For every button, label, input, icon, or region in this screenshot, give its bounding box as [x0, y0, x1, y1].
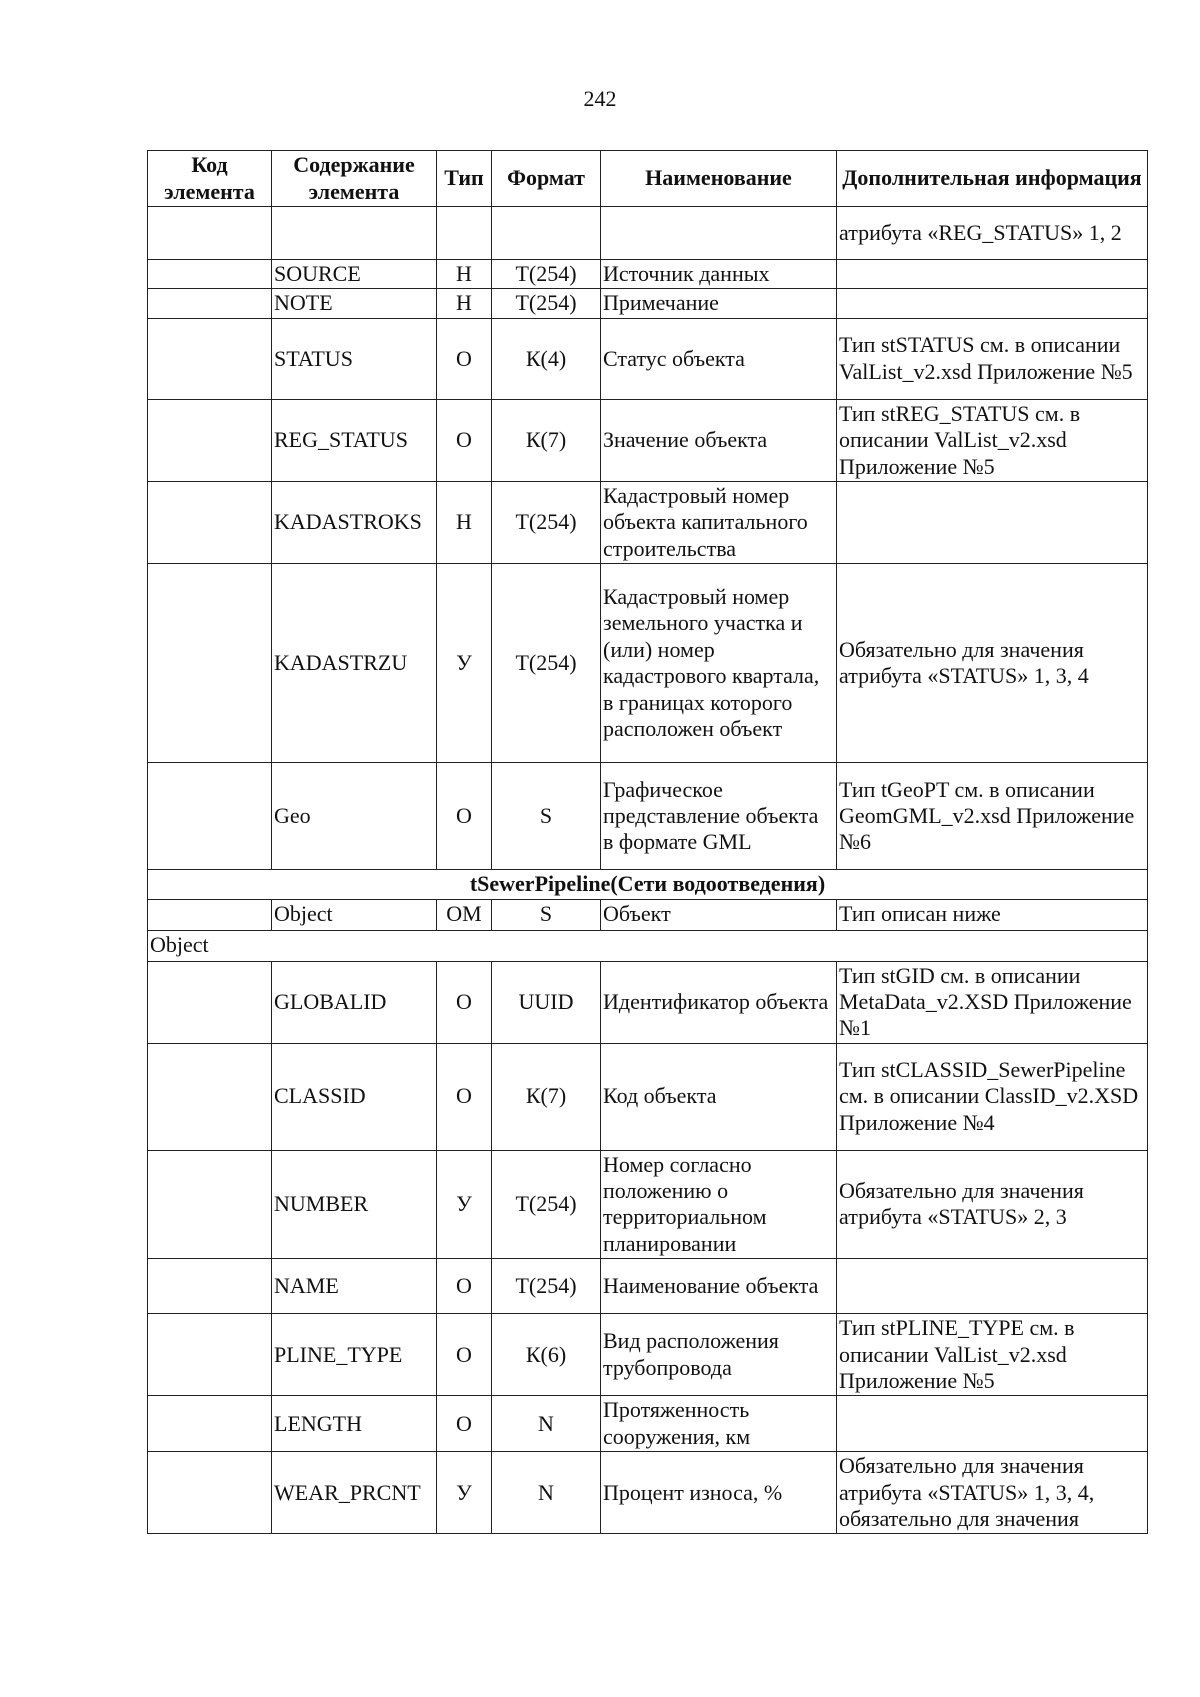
- cell-format: К(7): [492, 1043, 601, 1150]
- cell-format: К(6): [492, 1314, 601, 1396]
- cell-extra: Тип tGeoPT см. в описании GeomGML_v2.xsd Приложение №6: [837, 763, 1148, 870]
- cell-content: SOURCE: [272, 260, 437, 289]
- cell-code: [148, 481, 272, 563]
- object-label: Object: [148, 930, 1148, 961]
- table-row: [148, 1452, 1148, 1534]
- table-row: [148, 1259, 1148, 1314]
- table-row: [148, 289, 1148, 318]
- cell-extra: [837, 1259, 1148, 1314]
- cell-format: S: [492, 763, 601, 870]
- cell-code: [148, 899, 272, 930]
- cell-name: Примечание: [601, 289, 837, 318]
- cell-content: NOTE: [272, 289, 437, 318]
- cell-format: Т(254): [492, 1259, 601, 1314]
- cell-type: [437, 207, 492, 260]
- cell-code: [148, 318, 272, 399]
- cell-format: Т(254): [492, 289, 601, 318]
- table-row: [148, 481, 1148, 563]
- cell-code: [148, 564, 272, 763]
- table-row: [148, 399, 1148, 481]
- cell-format: Т(254): [492, 481, 601, 563]
- cell-code: [148, 1150, 272, 1259]
- object-label-row: [148, 930, 1148, 961]
- cell-content: STATUS: [272, 318, 437, 399]
- cell-name: Наименование объекта: [601, 1259, 837, 1314]
- cell-format: N: [492, 1396, 601, 1452]
- cell-type: У: [437, 1452, 492, 1534]
- cell-content: KADASTRZU: [272, 564, 437, 763]
- cell-type: У: [437, 564, 492, 763]
- table-row: [148, 207, 1148, 260]
- cell-format: N: [492, 1452, 601, 1534]
- cell-content: NAME: [272, 1259, 437, 1314]
- cell-code: [148, 1043, 272, 1150]
- cell-format: К(4): [492, 318, 601, 399]
- table-row: [148, 1043, 1148, 1150]
- cell-name: Объект: [601, 899, 837, 930]
- cell-name: Кадастровый номер земельного участка и (или) номер кадастрового квартала, в границах которого расположен объект: [601, 564, 837, 763]
- cell-extra: Тип описан ниже: [837, 899, 1148, 930]
- cell-extra: Обязательно для значения атрибута «STATUS» 1, 3, 4, обязательно для значения: [837, 1452, 1148, 1534]
- table-row: [148, 1150, 1148, 1259]
- cell-type: О: [437, 961, 492, 1043]
- cell-content: CLASSID: [272, 1043, 437, 1150]
- cell-extra: Тип stCLASSID_SewerPipeline см. в описании ClassID_v2.XSD Приложение №4: [837, 1043, 1148, 1150]
- cell-code: [148, 399, 272, 481]
- cell-code: [148, 1396, 272, 1452]
- cell-name: Протяженность сооружения, км: [601, 1396, 837, 1452]
- cell-content: PLINE_TYPE: [272, 1314, 437, 1396]
- cell-code: [148, 207, 272, 260]
- cell-name: Код объекта: [601, 1043, 837, 1150]
- cell-code: [148, 1314, 272, 1396]
- cell-format: К(7): [492, 399, 601, 481]
- table-row: [148, 1314, 1148, 1396]
- spec-table: [147, 150, 1148, 1534]
- cell-content: KADASTROKS: [272, 481, 437, 563]
- table-row: [148, 1396, 1148, 1452]
- cell-name: Графическое представление объекта в формате GML: [601, 763, 837, 870]
- cell-name: Кадастровый номер объекта капитального строительства: [601, 481, 837, 563]
- header-row: [148, 151, 1148, 207]
- table-row: [148, 961, 1148, 1043]
- header-format: Формат: [492, 151, 601, 207]
- cell-format: UUID: [492, 961, 601, 1043]
- cell-extra: [837, 289, 1148, 318]
- cell-content: [272, 207, 437, 260]
- cell-content: Geo: [272, 763, 437, 870]
- section-title: tSewerPipeline(Сети водоотведения): [148, 870, 1148, 899]
- cell-content: LENGTH: [272, 1396, 437, 1452]
- section-row: [148, 870, 1148, 899]
- table-row: [148, 260, 1148, 289]
- header-code: Код элемента: [148, 151, 272, 207]
- cell-content: REG_STATUS: [272, 399, 437, 481]
- cell-extra: [837, 260, 1148, 289]
- cell-extra: Тип stREG_STATUS см. в описании ValList_v2.xsd Приложение №5: [837, 399, 1148, 481]
- cell-name: Идентификатор объекта: [601, 961, 837, 1043]
- cell-extra: Обязательно для значения атрибута «STATUS» 1, 3, 4: [837, 564, 1148, 763]
- cell-code: [148, 289, 272, 318]
- cell-type: О: [437, 1259, 492, 1314]
- table-row: [148, 899, 1148, 930]
- header-extra: Дополнительная информация: [837, 151, 1148, 207]
- header-content: Содержание элемента: [272, 151, 437, 207]
- cell-name: Вид расположения трубопровода: [601, 1314, 837, 1396]
- cell-code: [148, 763, 272, 870]
- cell-name: Статус объекта: [601, 318, 837, 399]
- page-number: 242: [583, 86, 617, 111]
- cell-name: Источник данных: [601, 260, 837, 289]
- table-row: [148, 564, 1148, 763]
- cell-extra: [837, 481, 1148, 563]
- cell-extra: Тип stSTATUS см. в описании ValList_v2.xsd Приложение №5: [837, 318, 1148, 399]
- cell-format: Т(254): [492, 564, 601, 763]
- cell-extra: Обязательно для значения атрибута «STATUS» 2, 3: [837, 1150, 1148, 1259]
- cell-type: Н: [437, 260, 492, 289]
- cell-code: [148, 1259, 272, 1314]
- cell-code: [148, 961, 272, 1043]
- cell-type: О: [437, 399, 492, 481]
- cell-type: Н: [437, 289, 492, 318]
- cell-format: S: [492, 899, 601, 930]
- cell-extra: Тип stPLINE_TYPE см. в описании ValList_v2.xsd Приложение №5: [837, 1314, 1148, 1396]
- cell-format: Т(254): [492, 260, 601, 289]
- cell-code: [148, 1452, 272, 1534]
- cell-content: Object: [272, 899, 437, 930]
- cell-name: [601, 207, 837, 260]
- cell-content: NUMBER: [272, 1150, 437, 1259]
- table-row: [148, 763, 1148, 870]
- cell-name: Номер согласно положению о территориальном планировании: [601, 1150, 837, 1259]
- cell-type: О: [437, 318, 492, 399]
- cell-content: WEAR_PRCNT: [272, 1452, 437, 1534]
- cell-extra: Тип stGID см. в описании MetaData_v2.XSD Приложение №1: [837, 961, 1148, 1043]
- cell-type: О: [437, 1043, 492, 1150]
- cell-content: GLOBALID: [272, 961, 437, 1043]
- cell-type: О: [437, 763, 492, 870]
- cell-extra: [837, 1396, 1148, 1452]
- header-name: Наименование: [601, 151, 837, 207]
- cell-name: Значение объекта: [601, 399, 837, 481]
- cell-code: [148, 260, 272, 289]
- table-row: [148, 318, 1148, 399]
- cell-format: [492, 207, 601, 260]
- cell-type: О: [437, 1396, 492, 1452]
- cell-format: Т(254): [492, 1150, 601, 1259]
- cell-type: Н: [437, 481, 492, 563]
- cell-name: Процент износа, %: [601, 1452, 837, 1534]
- cell-type: ОМ: [437, 899, 492, 930]
- header-type: Тип: [437, 151, 492, 207]
- cell-type: У: [437, 1150, 492, 1259]
- cell-type: О: [437, 1314, 492, 1396]
- cell-extra: атрибута «REG_STATUS» 1, 2: [837, 207, 1148, 260]
